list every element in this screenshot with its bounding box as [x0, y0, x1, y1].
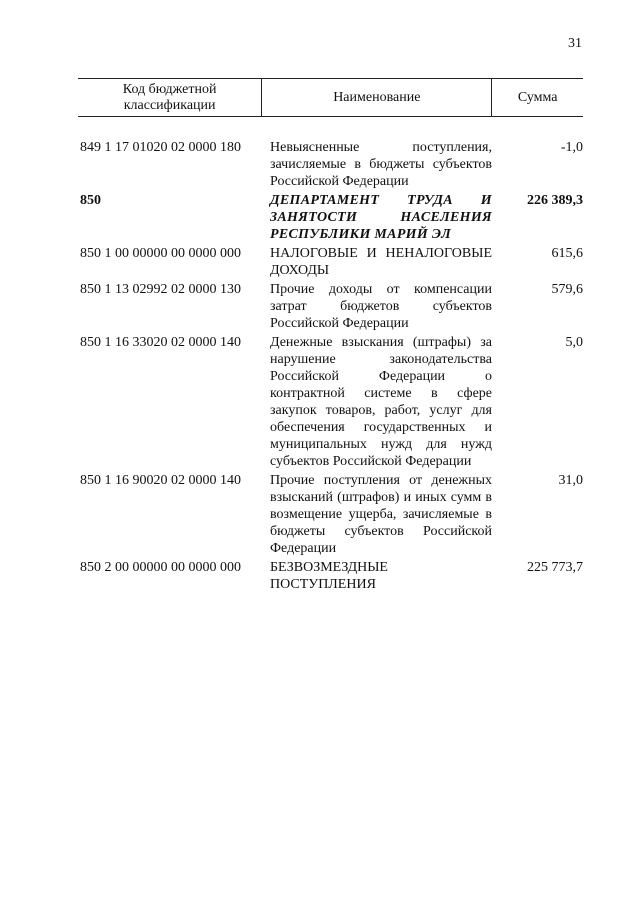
row-sum: -1,0 — [560, 140, 583, 155]
table-row — [80, 472, 585, 557]
row-code: 850 1 16 33020 02 0000 140 — [80, 335, 241, 350]
row-sum: 226 389,3 — [527, 193, 583, 208]
row-name: Невыясненные поступления, зачисляемые в бюджеты субъектов Российской Федерации — [270, 140, 492, 189]
row-sum: 579,6 — [551, 282, 583, 297]
table-row-department — [80, 192, 585, 243]
row-sum: 5,0 — [565, 335, 583, 350]
header-name: Наименование — [261, 79, 492, 116]
row-sum: 31,0 — [558, 473, 583, 488]
row-sum: 615,6 — [551, 246, 583, 261]
page-number: 31 — [568, 36, 582, 51]
row-name: Прочие доходы от компенсации затрат бюджетов субъектов Российской Федерации — [270, 282, 492, 331]
header-code: Код бюджетной классификации — [122, 81, 217, 113]
table-row — [80, 245, 585, 279]
row-name: Денежные взыскания (штрафы) за нарушение законодательства Российской Федерации о контрактной системе в сфере закупок товаров, работ, услуг для обеспечения государственных и муниципальных нужд для нужд субъектов Российской Федерации — [270, 335, 492, 469]
row-code: 850 1 16 90020 02 0000 140 — [80, 473, 241, 488]
row-name: БЕЗВОЗМЕЗДНЫЕ ПОСТУПЛЕНИЯ — [270, 560, 388, 592]
row-code: 850 2 00 00000 00 0000 000 — [80, 560, 241, 575]
row-code: 850 1 00 00000 00 0000 000 — [80, 246, 241, 261]
table-header — [78, 78, 583, 117]
table-row — [80, 559, 585, 593]
row-name: Прочие поступления от денежных взысканий (штрафов) и иных сумм в возмещение ущерба, зачисляемые в бюджеты субъектов Российской Федерации — [270, 473, 492, 556]
row-code: 850 — [80, 193, 101, 208]
row-sum: 225 773,7 — [527, 560, 583, 575]
table-row — [80, 139, 585, 190]
row-code: 850 1 13 02992 02 0000 130 — [80, 282, 241, 297]
row-name: ДЕПАРТАМЕНТ ТРУДА И ЗАНЯТОСТИ НАСЕЛЕНИЯ РЕСПУБЛИКИ МАРИЙ ЭЛ — [270, 193, 492, 242]
row-code: 849 1 17 01020 02 0000 180 — [80, 140, 241, 155]
table-row — [80, 281, 585, 332]
table-body — [80, 139, 585, 593]
header-sum: Сумма — [517, 89, 558, 105]
row-name: НАЛОГОВЫЕ И НЕНАЛОГОВЫЕ ДОХОДЫ — [270, 246, 492, 278]
table-row — [80, 334, 585, 470]
